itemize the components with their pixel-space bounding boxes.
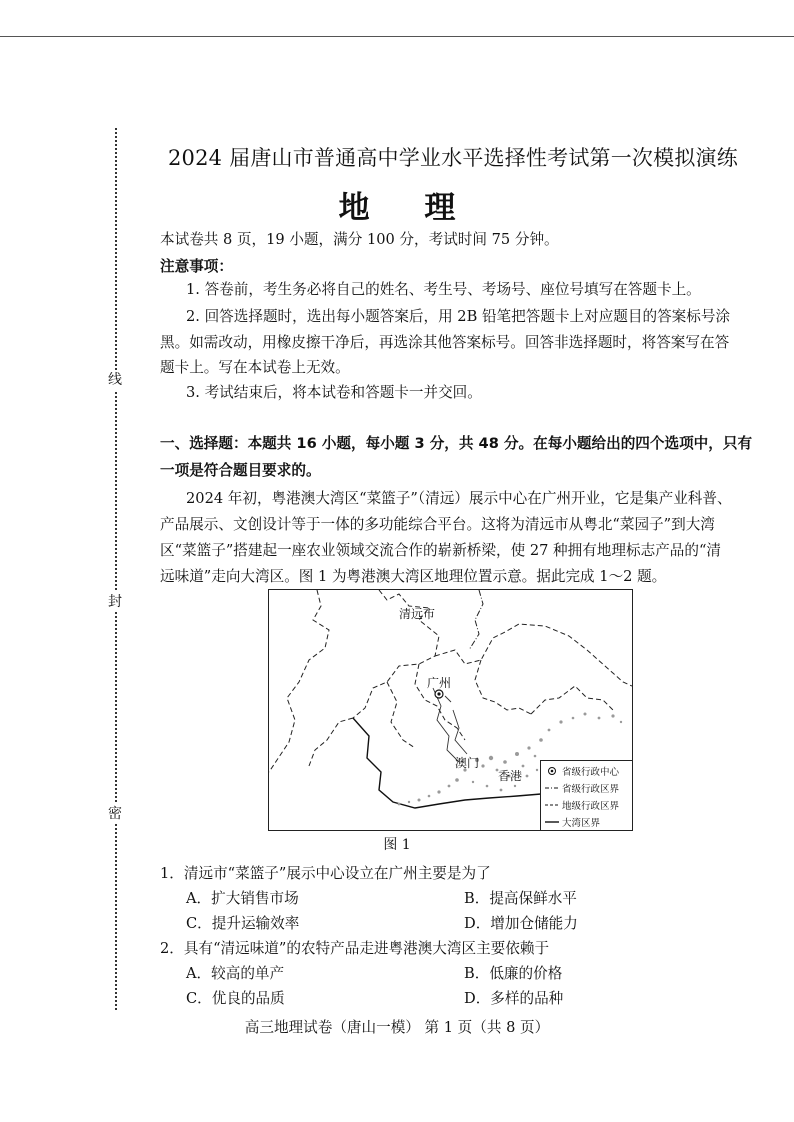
exam-info: 本试卷共 8 页，19 小题，满分 100 分，考试时间 75 分钟。 bbox=[160, 231, 559, 248]
notice-line: 黑。如需改动，用橡皮擦干净后，再选涂其他答案标号。回答非选择题时，将答案写在答 bbox=[160, 334, 730, 351]
passage-line: 远味道”走向大湾区。图 1 为粤港澳大湾区地理位置示意。据此完成 1～2 题。 bbox=[160, 568, 667, 585]
map-label-macau: 澳门 bbox=[455, 756, 480, 770]
legend-row bbox=[545, 798, 619, 812]
option-1d: D．增加仓储能力 bbox=[464, 915, 578, 932]
map-label-qingyuan: 清远市 bbox=[399, 607, 436, 621]
map-label-hongkong: 香港 bbox=[498, 769, 523, 783]
legend-label: 大湾区界 bbox=[562, 818, 601, 829]
map-legend bbox=[540, 760, 633, 831]
passage-line: 区“菜篮子”搭建起一座农业领域交流合作的崭新桥梁，使 27 种拥有地理标志产品的“清 bbox=[160, 542, 722, 559]
passage-line: 2024 年初，粤港澳大湾区“菜篮子”（清远）展示中心在广州开业，它是集产业科普、 bbox=[186, 490, 732, 507]
section-heading: 一、选择题：本题共 16 小题，每小题 3 分，共 48 分。在每小题给出的四个选项中，只有 bbox=[160, 435, 753, 452]
notice-line: 题卡上。写在本试卷上无效。 bbox=[160, 359, 350, 376]
option-1b: B．提高保鲜水平 bbox=[464, 890, 577, 907]
subject-title: 地 理 bbox=[338, 190, 478, 226]
legend-row bbox=[545, 815, 600, 829]
question-stem: 1．清远市“菜篮子”展示中心设立在广州主要是为了 bbox=[160, 865, 491, 882]
figure-caption: 图 1 bbox=[383, 837, 411, 853]
notice-line: 3. 考试结束后，将本试卷和答题卡一并交回。 bbox=[186, 384, 482, 401]
solid-line-icon bbox=[545, 817, 559, 827]
exam-title: 2024 届唐山市普通高中学业水平选择性考试第一次模拟演练 bbox=[168, 146, 738, 170]
legend-row bbox=[545, 764, 619, 778]
legend-row bbox=[545, 781, 619, 795]
dash-line-icon bbox=[545, 800, 559, 810]
dash-dot-line-icon bbox=[545, 783, 559, 793]
option-2c: C．优良的品质 bbox=[186, 990, 285, 1007]
binding-dotted-line bbox=[115, 128, 117, 1010]
legend-label: 地级行政区界 bbox=[562, 801, 620, 812]
option-2b: B．低廉的价格 bbox=[464, 965, 563, 982]
binding-char-mi: 密 bbox=[104, 804, 126, 824]
binding-char-xian: 线 bbox=[104, 370, 126, 390]
legend-label: 省级行政中心 bbox=[562, 767, 620, 778]
legend-label: 省级行政区界 bbox=[562, 784, 620, 795]
section-heading-cont: 一项是符合题目要求的。 bbox=[160, 462, 321, 479]
binding-char-feng: 封 bbox=[104, 592, 126, 612]
question-stem: 2．具有“清远味道”的农特产品走进粤港澳大湾区主要依赖于 bbox=[160, 940, 550, 957]
option-1a: A．扩大销售市场 bbox=[186, 890, 299, 907]
notice-line: 2. 回答选择题时，选出每小题答案后，用 2B 铅笔把答题卡上对应题目的答案标号涂 bbox=[186, 308, 731, 325]
map-label-guangzhou: 广州 bbox=[427, 676, 452, 690]
notice-line: 1. 答卷前，考生务必将自己的姓名、考生号、考场号、座位号填写在答题卡上。 bbox=[186, 281, 701, 298]
option-1c: C．提升运输效率 bbox=[186, 915, 300, 932]
option-2d: D．多样的品种 bbox=[464, 990, 564, 1007]
capital-symbol-icon bbox=[545, 766, 559, 776]
top-rule bbox=[0, 36, 794, 37]
passage-line: 产品展示、文创设计等于一体的多功能综合平台。这将为清远市从粤北“菜园子”到大湾 bbox=[160, 516, 715, 533]
notice-heading: 注意事项： bbox=[160, 258, 233, 275]
option-2a: A．较高的单产 bbox=[186, 965, 285, 982]
page-footer: 高三地理试卷（唐山一模） 第 1 页（共 8 页） bbox=[244, 1019, 550, 1036]
